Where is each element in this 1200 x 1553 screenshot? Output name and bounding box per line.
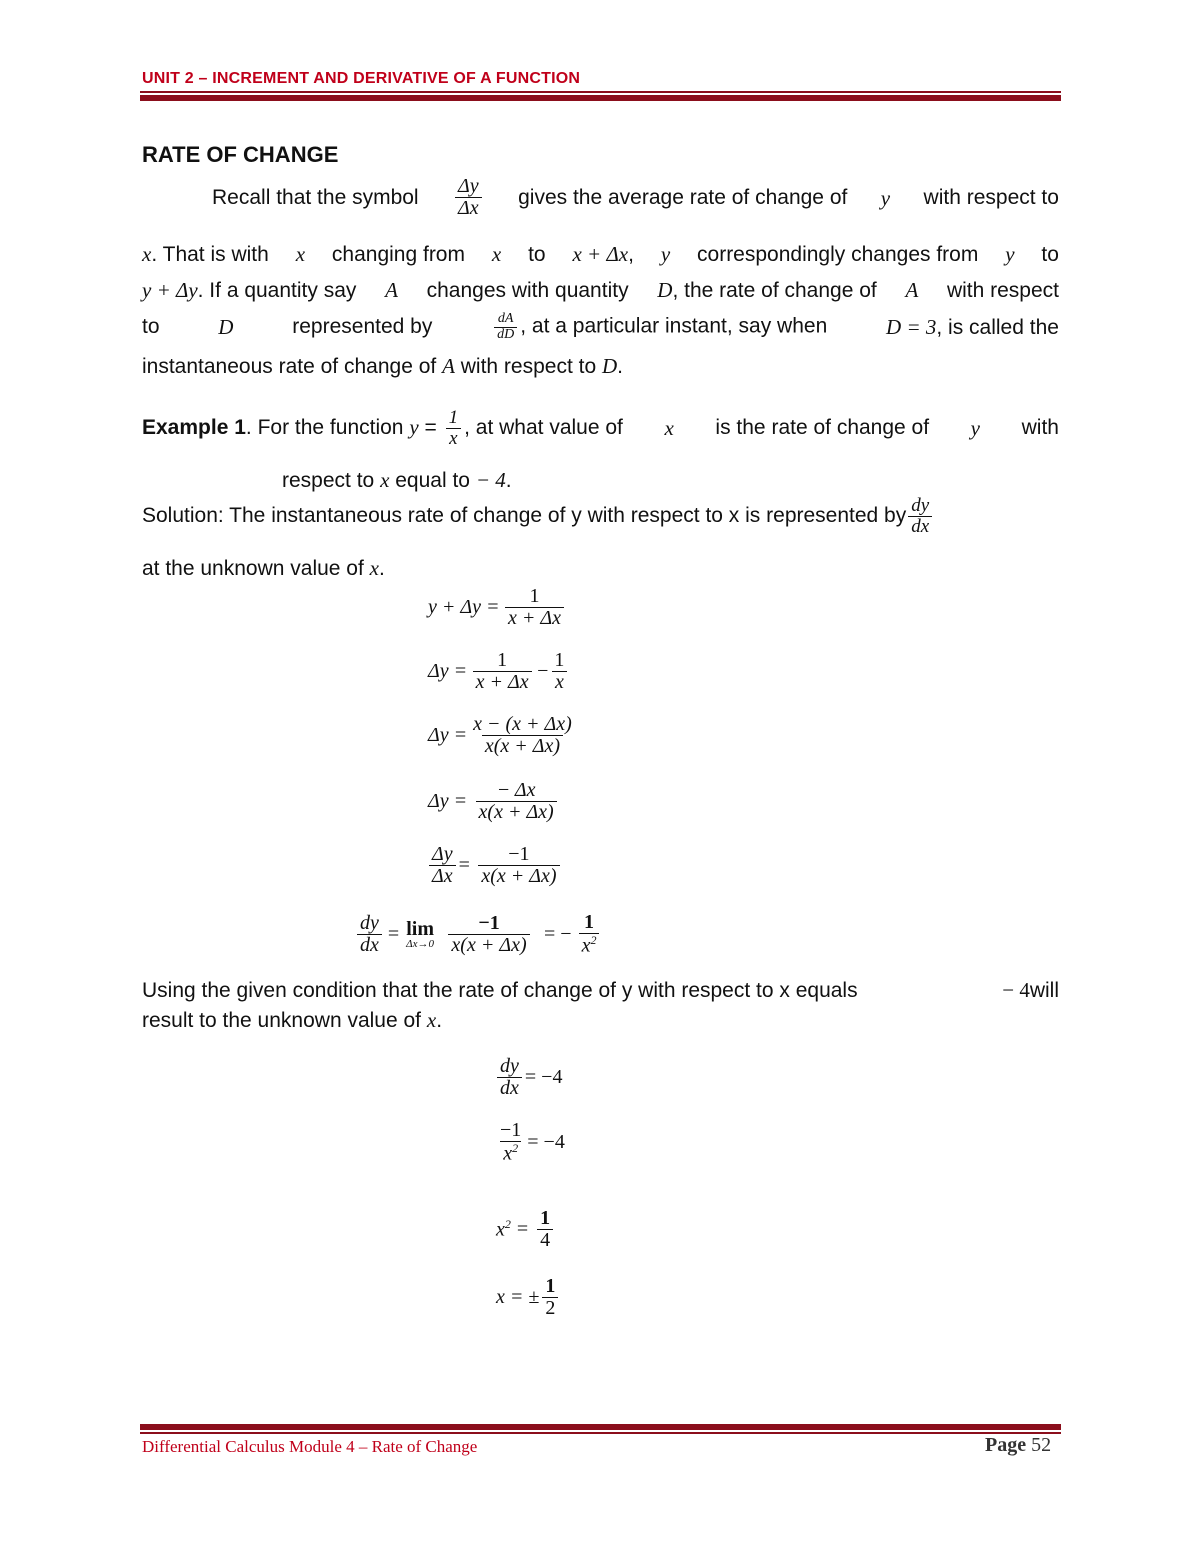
intro-text: instantaneous rate of change of [142, 355, 437, 378]
intro-text: to [142, 315, 160, 339]
example-1-line-2 [282, 466, 882, 495]
math-neg4: − 4 [475, 468, 506, 492]
footer-rule-thin [140, 1432, 1061, 1434]
math-neg4: − 4 [1002, 978, 1030, 1002]
intro-text: . If a quantity say [197, 279, 357, 302]
example-text: respect to [282, 469, 375, 492]
equation-lhs-fraction: $\frac{dy}{dx}$ [357, 913, 382, 956]
intro-text: with respect to [460, 355, 597, 378]
equals-sign: = [516, 1218, 529, 1240]
page-number-value: 52 [1031, 1434, 1052, 1456]
header-rule-thick [140, 95, 1061, 101]
math-A: A [385, 278, 398, 302]
example-text: , at what value of [464, 415, 623, 439]
math-x: x [581, 934, 591, 957]
intro-line-1 [212, 176, 1059, 219]
equals-sign: = [458, 854, 470, 876]
condition-text: Using the given condition that the rate of change of y with respect to x equals [142, 979, 858, 1002]
equation-7 [494, 1056, 562, 1099]
intro-line-3 [142, 276, 1059, 305]
math-x-plus-dx: x + Δx [572, 242, 629, 266]
equation-10 [496, 1276, 561, 1319]
example-text: . For the function [245, 415, 404, 439]
equation-6 [354, 912, 602, 957]
header-title: UNIT 2 – INCREMENT AND DERIVATIVE OF A FUNCTION [142, 70, 581, 87]
equals-value: = −4 [524, 1066, 563, 1088]
solution-text: . [379, 557, 385, 580]
equation-fraction: $\frac{-1}{x(x + \Delta x)}$ [473, 844, 565, 887]
solution-line-1 [142, 496, 1059, 537]
fraction-1-over-x: $\frac{1}{x}$ [446, 408, 462, 449]
solution-line-2 [142, 554, 1059, 583]
equation-lhs-fraction: $\frac{-1}{x^2}$ [500, 1119, 522, 1165]
equation-lhs: Δy = [428, 660, 468, 682]
equation-fraction: $\frac{1}{x}$ [551, 650, 567, 693]
math-x: x [496, 1218, 505, 1241]
exponent: 2 [504, 1217, 511, 1232]
equation-4 [428, 780, 565, 823]
condition-text: will [1029, 979, 1059, 1002]
intro-text: gives the average rate of change of [518, 185, 848, 209]
fraction-dA-over-dD: $\frac{dA}{dD}$ [494, 312, 517, 342]
intro-text: to [528, 243, 546, 266]
equation-lhs: Δy = [428, 790, 468, 812]
math-y: y [970, 416, 980, 441]
math-x: x [295, 242, 306, 266]
condition-text: result to the unknown value of [142, 1009, 422, 1032]
equation-lhs: x = ± [496, 1286, 540, 1308]
equation-fraction: $\frac{x - (x + \Delta x)}{x(x + \Delta x)}$ [473, 713, 572, 757]
math-D: D [218, 315, 234, 340]
intro-text: correspondingly changes from [697, 243, 979, 266]
intro-text: Recall that the symbol [212, 185, 419, 209]
equation-9 [496, 1208, 556, 1251]
section-title: RATE OF CHANGE [142, 142, 339, 167]
fraction-delta-y-over-delta-x: $\frac{\Delta y}{\Delta x}$ [455, 176, 482, 219]
example-text: . [505, 469, 512, 492]
equation-lhs: Δy = [428, 724, 468, 746]
equation-fraction: $\frac{1}{x + \Delta x}$ [470, 650, 534, 693]
intro-text: , the rate of change of [672, 279, 877, 302]
minus-sign: − [537, 660, 549, 682]
example-1-line-1: Example 1. For the function y = $\frac{1}{x}$ , at what value of x is the rate of change of y with [142, 407, 1059, 449]
intro-text: , at a particular instant, say when [520, 314, 828, 338]
math-y: y [1005, 242, 1015, 266]
equation-5 [426, 844, 568, 887]
fraction-dy-over-dx: $\frac{dy}{dx}$ [908, 496, 932, 537]
math-A: A [442, 354, 455, 378]
math-D-eq-3: D = 3 [886, 314, 937, 339]
equation-fraction: $\frac{1}{4}$ [537, 1208, 553, 1251]
intro-line-2: x. That is with x changing from x to x + Δx, y correspondingly changes from y to [142, 240, 1059, 269]
equals-value: = −4 [527, 1130, 565, 1153]
equation-fraction: $\frac{1}{2}$ [542, 1276, 558, 1319]
intro-text: to [1041, 243, 1059, 266]
intro-text: with respect [946, 279, 1059, 302]
equation-1 [428, 586, 569, 629]
example-text: with [1021, 416, 1059, 440]
equation-2 [428, 650, 570, 693]
math-x: x [426, 1008, 437, 1032]
equation-fraction: $\frac{- \Delta x}{x(x + \Delta x)}$ [470, 780, 562, 823]
intro-text: . [617, 355, 623, 378]
intro-line-5 [142, 352, 1059, 381]
math-x: x [664, 416, 674, 441]
page-label: Page [985, 1434, 1027, 1456]
equation-lhs-fraction: $\frac{\Delta y}{\Delta x}$ [429, 844, 456, 887]
equals-minus: = − [544, 922, 572, 945]
math-y-plus-dy: y + Δy [142, 278, 198, 302]
math-x: x [369, 556, 379, 580]
math-y: y [660, 242, 671, 266]
condition-line-2 [142, 1006, 1059, 1035]
equation-fraction: $\frac{1}{x^2}$ [579, 912, 600, 957]
math-x: x [142, 242, 152, 266]
intro-text: changes with quantity [426, 279, 629, 302]
solution-text: at the unknown value of [142, 557, 364, 580]
footer-module-title: Differential Calculus Module 4 – Rate of Change [142, 1437, 478, 1456]
math-y: y [409, 414, 419, 439]
condition-text: . [436, 1009, 443, 1032]
example-text: is the rate of change of [715, 416, 930, 440]
page-number [985, 1434, 1051, 1457]
equation-fraction: $\frac{-1}{x(x + \Delta x)}$ [441, 913, 537, 956]
equation-3 [428, 714, 578, 757]
exponent: 2 [512, 1141, 519, 1155]
math-A: A [905, 278, 919, 302]
exponent: 2 [590, 933, 597, 947]
footer-rule-thick [140, 1424, 1061, 1430]
math-y: y [880, 185, 891, 210]
math-D: D [601, 354, 618, 378]
solution-text: Solution: The instantaneous rate of change of y with respect to x is represented by [142, 504, 907, 528]
intro-line-4 [142, 312, 1059, 342]
math-x: x [491, 242, 502, 266]
math-x: x [503, 1142, 513, 1165]
equation-fraction: $\frac{1}{x + \Delta x}$ [502, 586, 566, 629]
math-x: x [380, 468, 390, 492]
header-rule-thin [140, 91, 1061, 93]
example-text: equal to [395, 469, 470, 492]
intro-text: . That is with [151, 243, 269, 266]
limit-operator: lim Δx→0 [406, 917, 435, 950]
condition-line-1 [142, 976, 1059, 1005]
equation-lhs-fraction: $\frac{dy}{dx}$ [497, 1056, 522, 1099]
intro-text: , is called the [936, 315, 1059, 339]
intro-text: with respect to [923, 185, 1059, 209]
equation-lhs: y + Δy = [428, 596, 500, 618]
math-D: D [657, 278, 673, 302]
example-label: Example 1 [142, 415, 246, 439]
intro-text: represented by [292, 315, 433, 339]
equation-8 [494, 1120, 565, 1165]
equals-sign: = [387, 922, 400, 945]
intro-text: changing from [331, 243, 465, 266]
